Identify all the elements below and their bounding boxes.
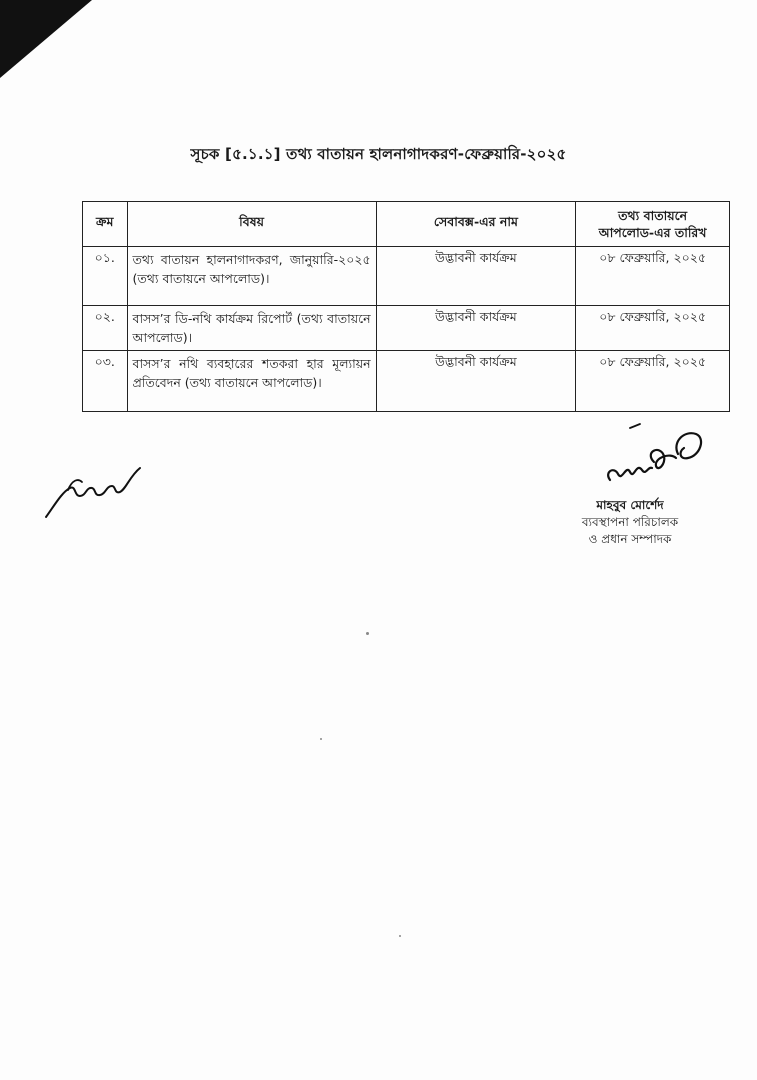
row-date: ০৮ ফেব্রুয়ারি, ২০২৫	[576, 351, 730, 412]
signature-right	[600, 422, 710, 492]
scan-speck	[320, 738, 322, 740]
table-row	[83, 351, 730, 412]
table-row	[83, 306, 730, 351]
signatory-designation-2: ও প্রধান সম্পাদক	[588, 532, 672, 546]
row-subject	[127, 306, 376, 351]
row-service: উদ্ভাবনী কার্যক্রম	[376, 306, 576, 351]
header-date-line2: আপলোড-এর তারিখ	[598, 225, 707, 240]
row-subject-text: বাসস’র নথি ব্যবহারের শতকরা হার মূল্যায়ন প্রতিবেদন (তথ্য বাতায়নে আপলোড)।	[132, 356, 371, 390]
scan-corner-shadow	[0, 0, 95, 80]
table-row	[83, 247, 730, 306]
row-date: ০৮ ফেব্রুয়ারি, ২০২৫	[576, 306, 730, 351]
scan-speck	[366, 632, 369, 635]
row-date: ০৮ ফেব্রুয়ারি, ২০২৫	[576, 247, 730, 306]
table-header-row	[83, 202, 730, 247]
row-subject	[127, 351, 376, 412]
row-subject-text: তথ্য বাতায়ন হালনাগাদকরণ, জানুয়ারি-২০২৫ (তথ্য বাতায়নে আপলোড)।	[132, 252, 371, 286]
upload-table	[82, 201, 730, 412]
header-subject: বিষয়	[127, 202, 376, 247]
row-serial: ০৩.	[83, 351, 128, 412]
row-serial: ০১.	[83, 247, 128, 306]
signatory-designation-1: ব্যবস্থাপনা পরিচালক	[581, 515, 679, 529]
header-serial: ক্রম	[83, 202, 128, 247]
header-date-line1: তথ্য বাতায়নে	[618, 208, 688, 223]
signatory-name: মাহবুব মোর্শেদ	[596, 498, 664, 512]
row-subject	[127, 247, 376, 306]
initial-signature-left	[40, 462, 150, 522]
document-title: সূচক [৫.১.১] তথ্য বাতায়ন হালনাগাদকরণ-ফেব্রুয়ারি-২০২৫	[190, 145, 567, 163]
row-subject-text: বাসস’র ডি-নথি কার্যক্রম রিপোর্ট (তথ্য বাতায়নে আপলোড)।	[132, 311, 371, 345]
scan-speck	[399, 935, 401, 937]
row-service: উদ্ভাবনী কার্যক্রম	[376, 247, 576, 306]
header-service: সেবাবক্স-এর নাম	[376, 202, 576, 247]
signatory-block	[560, 497, 700, 548]
row-serial: ০২.	[83, 306, 128, 351]
header-date	[576, 202, 730, 247]
row-service: উদ্ভাবনী কার্যক্রম	[376, 351, 576, 412]
